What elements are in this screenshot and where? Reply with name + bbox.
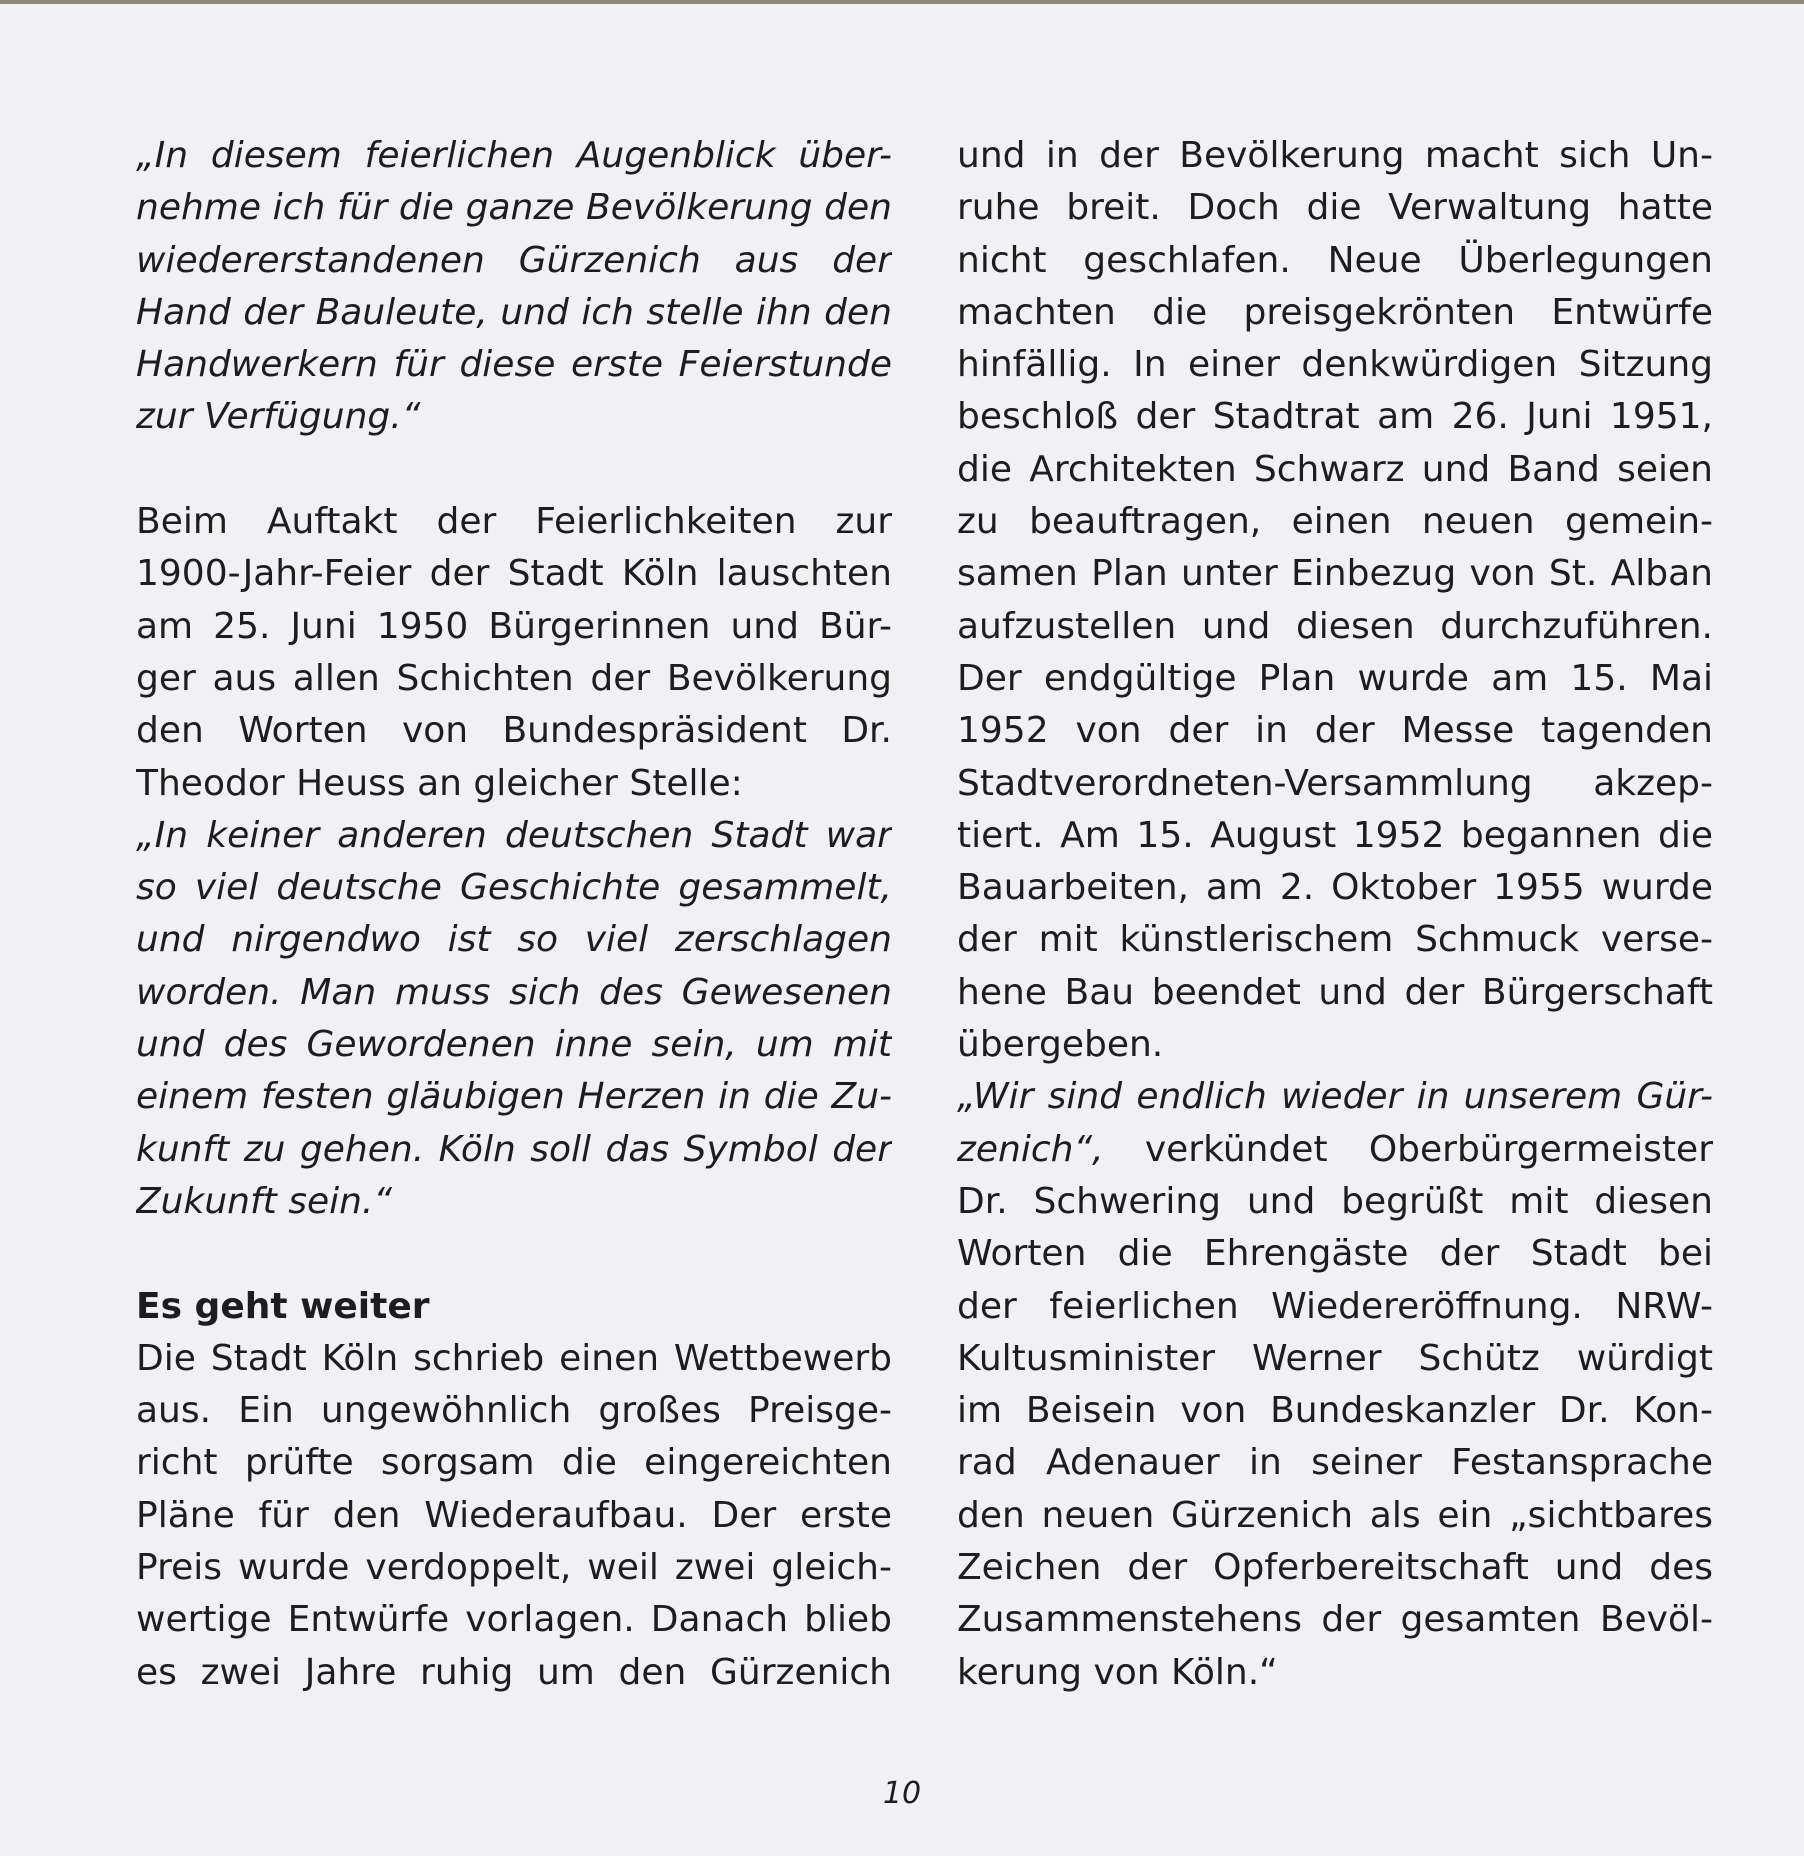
text-line: kunft zu gehen. Köln soll das Symbol der: [136, 1128, 892, 1170]
text-line: aufzustellen und diesen durchzuführen.: [957, 605, 1713, 647]
text-line: es zwei Jahre ruhig um den Gürzenich: [136, 1651, 892, 1693]
text-line: Worten die Ehrengäste der Stadt bei: [957, 1233, 1713, 1275]
text-line: zur Verfügung.“: [136, 396, 421, 438]
text-line: Zusammenstehens der gesamten Bevöl-: [957, 1599, 1713, 1641]
text-line: wertige Entwürfe vorlagen. Danach blieb: [136, 1599, 892, 1641]
text-line: hinfällig. In einer denkwürdigen Sitzung: [957, 344, 1713, 386]
text-line: wiedererstandenen Gürzenich aus der: [136, 239, 892, 281]
text-line: Zeichen der Opferbereitschaft und des: [957, 1547, 1713, 1589]
text-line: Beim Auftakt der Feierlichkeiten zur: [136, 501, 892, 543]
text-line: hene Bau beendet und der Bürgerschaft: [957, 971, 1713, 1013]
text-line: Theodor Heuss an gleicher Stelle:: [136, 762, 743, 804]
text-line: den neuen Gürzenich als ein „sichtbares: [957, 1494, 1713, 1536]
paragraph-auftakt: [136, 496, 892, 810]
paragraph-verwaltung: [957, 130, 1713, 1071]
page-top-edge: [0, 0, 1804, 4]
text-line: einem festen gläubigen Herzen in die Zu-: [136, 1076, 892, 1118]
text-line: Hand der Bauleute, und ich stelle ihn den: [136, 291, 892, 333]
text-line: „Wir sind endlich wieder in unserem Gür-: [957, 1076, 1713, 1118]
text-line: und des Gewordenen inne sein, um mit: [136, 1024, 892, 1066]
paragraph-spacer: [136, 1228, 892, 1280]
text-line: und in der Bevölkerung macht sich Un-: [957, 135, 1713, 176]
text-line: „In diesem feierlichen Augenblick über-: [136, 135, 892, 176]
text-line: Dr. Schwering und begrüßt mit diesen: [957, 1180, 1713, 1222]
text-line: worden. Man muss sich des Gewesenen: [136, 971, 892, 1013]
text-line: machten die preisgekrönten Entwürfe: [957, 291, 1713, 333]
text-line-mixed: [957, 1124, 1713, 1176]
text-line: samen Plan unter Einbezug von St. Alban: [957, 553, 1713, 595]
text-line: nicht geschlafen. Neue Überlegungen: [957, 239, 1713, 281]
quote-opening: [136, 130, 892, 444]
text-line: ger aus allen Schichten der Bevölkerung: [136, 657, 892, 699]
text-line: ruhe breit. Doch die Verwaltung hatte: [957, 187, 1713, 229]
text-line: der feierlichen Wiedereröffnung. NRW-: [957, 1285, 1713, 1327]
text-line: Preis wurde verdoppelt, weil zwei gleich-: [136, 1547, 892, 1589]
paragraph-wettbewerb: [136, 1333, 892, 1699]
quote-fragment: zenich“,: [957, 1128, 1104, 1170]
text-line: beschloß der Stadtrat am 26. Juni 1951,: [957, 396, 1713, 438]
text-line: Zukunft sein.“: [136, 1180, 393, 1222]
text-line: Pläne für den Wiederaufbau. Der erste: [136, 1494, 892, 1536]
left-column: [136, 130, 892, 1699]
text-line: Bauarbeiten, am 2. Oktober 1955 wurde: [957, 867, 1713, 909]
text-line: kerung von Köln.“: [957, 1651, 1278, 1693]
quote-heuss: [136, 810, 892, 1228]
right-column: [957, 130, 1713, 1699]
text-line: tiert. Am 15. August 1952 begannen die: [957, 814, 1713, 856]
text-line: rad Adenauer in seiner Festansprache: [957, 1442, 1713, 1484]
text-line: Kultusminister Werner Schütz würdigt: [957, 1337, 1713, 1379]
text-line: die Architekten Schwarz und Band seien: [957, 448, 1713, 490]
text-line: richt prüfte sorgsam die eingereichten: [136, 1442, 892, 1484]
page-number: 10: [882, 1776, 922, 1811]
text-line: im Beisein von Bundeskanzler Dr. Kon-: [957, 1390, 1713, 1432]
text-line: nehme ich für die ganze Bevölkerung den: [136, 187, 892, 229]
text-line: der mit künstlerischem Schmuck verse-: [957, 919, 1713, 961]
text-line: am 25. Juni 1950 Bürgerinnen und Bür-: [136, 605, 892, 647]
text-line: Handwerkern für diese erste Feierstunde: [136, 344, 892, 386]
text-line: 1952 von der in der Messe tagenden: [957, 710, 1713, 752]
text-fragment: verkündet Oberbürgermeister: [1103, 1128, 1713, 1170]
text-line: Der endgültige Plan wurde am 15. Mai: [957, 657, 1713, 699]
text-line: übergeben.: [957, 1024, 1164, 1066]
text-line: „In keiner anderen deutschen Stadt war: [136, 814, 892, 856]
text-line: 1900-Jahr-Feier der Stadt Köln lauschten: [136, 553, 892, 595]
text-line: Die Stadt Köln schrieb einen Wettbewerb: [136, 1337, 892, 1379]
text-line: aus. Ein ungewöhnlich großes Preisge-: [136, 1390, 892, 1432]
paragraph-spacer: [136, 444, 892, 496]
text-line: zu beauftragen, einen neuen gemein-: [957, 501, 1713, 543]
text-line: so viel deutsche Geschichte gesammelt,: [136, 867, 892, 909]
text-line: den Worten von Bundespräsident Dr.: [136, 710, 892, 752]
paragraph-wiedereroeffnung: [957, 1071, 1713, 1699]
section-heading: Es geht weiter: [136, 1285, 430, 1327]
text-line: und nirgendwo ist so viel zerschlagen: [136, 919, 892, 961]
text-line: Stadtverordneten-Versammlung akzep-: [957, 762, 1713, 804]
